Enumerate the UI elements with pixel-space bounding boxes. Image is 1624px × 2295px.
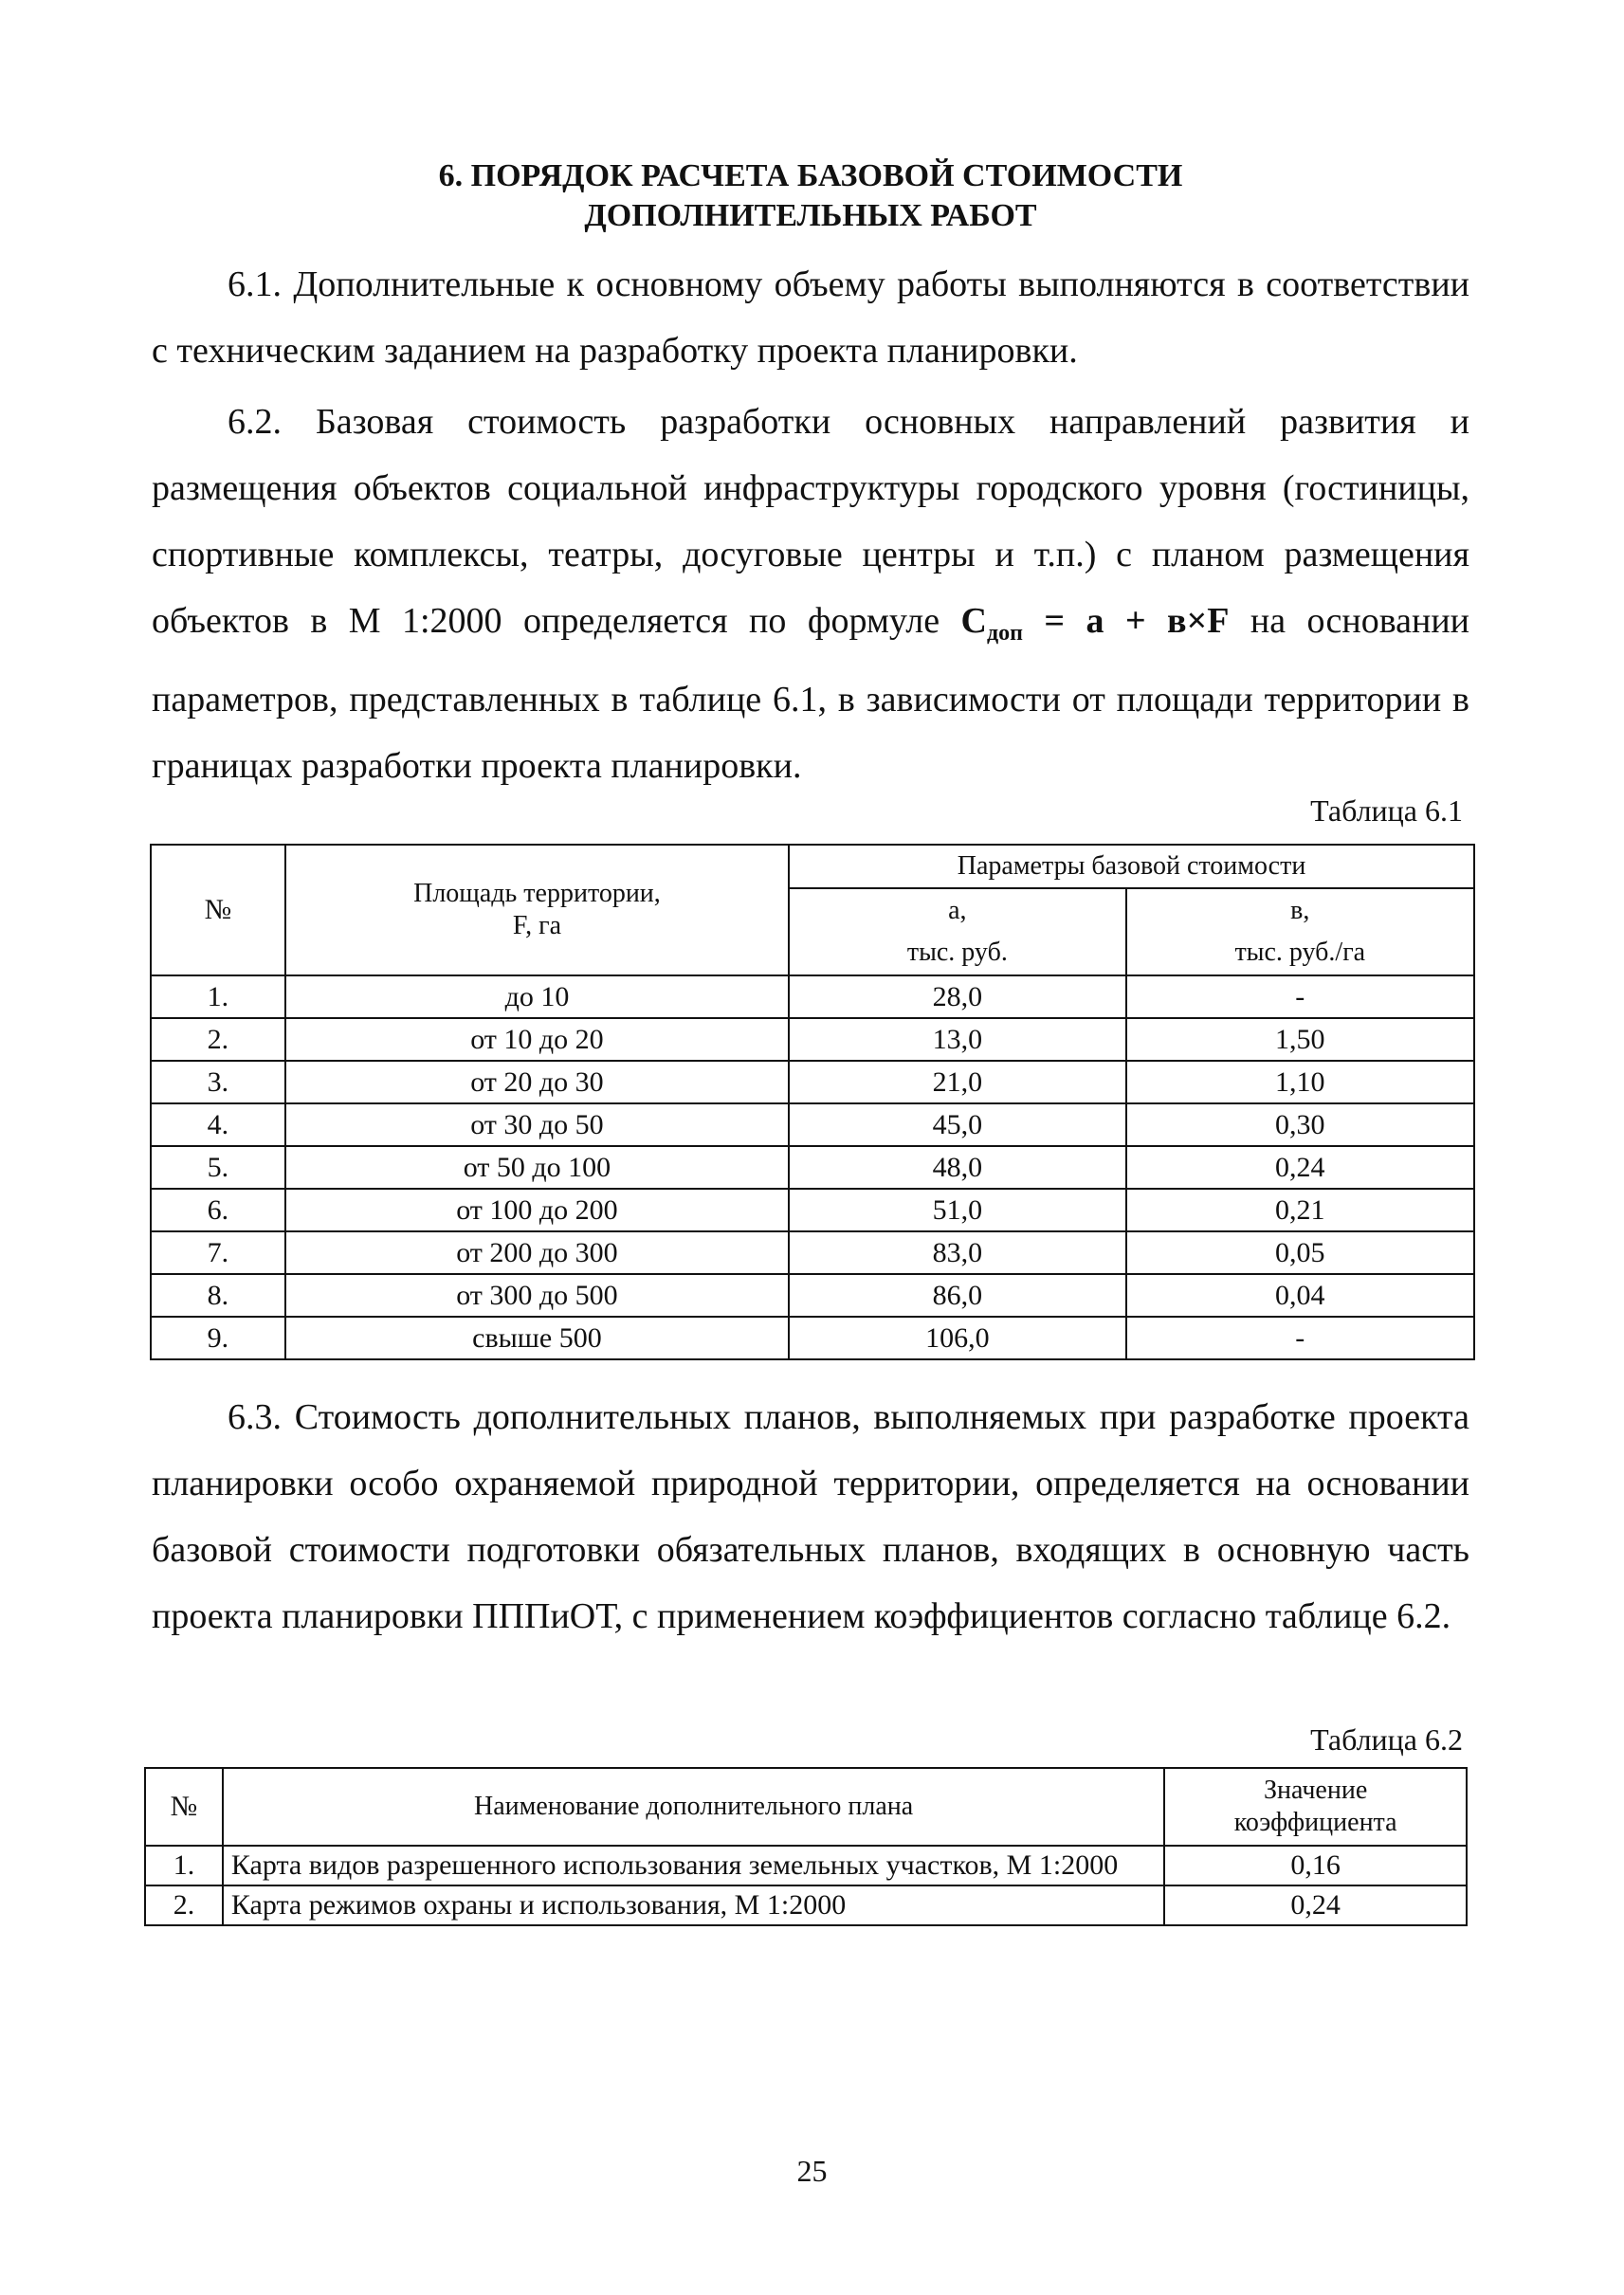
table-cell-num: 3. bbox=[151, 1061, 285, 1103]
table-6-1 bbox=[150, 844, 1475, 1360]
table-cell-b: 0,04 bbox=[1126, 1274, 1474, 1317]
table-6-1-head-area: Площадь территории, F, га bbox=[285, 845, 789, 975]
table-cell-b: 0,05 bbox=[1126, 1231, 1474, 1274]
table-row bbox=[151, 1231, 1474, 1274]
table-cell-num: 5. bbox=[151, 1146, 285, 1189]
paragraph-6-2-text-after: на основании параметров, представленных в таблице 6.1, в зависимости от площади территории в границах разработки проекта планировки. bbox=[152, 601, 1470, 786]
table-6-2-head-name: Наименование дополнительного плана bbox=[223, 1768, 1164, 1846]
table-row bbox=[151, 1146, 1474, 1189]
table-cell-area: до 10 bbox=[285, 975, 789, 1018]
table-cell-b: 0,30 bbox=[1126, 1103, 1474, 1146]
paragraph-6-2 bbox=[152, 389, 1469, 799]
table-cell-num: 7. bbox=[151, 1231, 285, 1274]
table-cell-num: 6. bbox=[151, 1189, 285, 1231]
table-cell-b: 1,10 bbox=[1126, 1061, 1474, 1103]
paragraph-6-1: 6.1. Дополнительные к основному объему работы выполняются в соответствии с техническим заданием на разработку проекта планировки. bbox=[152, 264, 1469, 371]
table-row bbox=[145, 1885, 1467, 1925]
table-cell-area: от 20 до 30 bbox=[285, 1061, 789, 1103]
table-cell-area: от 200 до 300 bbox=[285, 1231, 789, 1274]
table-cell-a: 86,0 bbox=[789, 1274, 1125, 1317]
table-cell-b: 0,21 bbox=[1126, 1189, 1474, 1231]
table-row bbox=[151, 1103, 1474, 1146]
table-cell-a: 48,0 bbox=[789, 1146, 1125, 1189]
table-6-1-head-num: № bbox=[151, 845, 285, 975]
table-cell-value: 0,16 bbox=[1164, 1846, 1467, 1885]
paragraph-6-3: 6.3. Стоимость дополнительных планов, выполняемых при разработке проекта планировки особо охраняемой природной территории, определяется на основании базовой стоимости подготовки обязательных планов, входящих в основную часть проекта планировки ПППиОТ, с применением коэффициентов согласно таблице 6.2. bbox=[152, 1397, 1469, 1636]
section-title-line1: 6. ПОРЯДОК РАСЧЕТА БАЗОВОЙ СТОИМОСТИ bbox=[438, 158, 1183, 193]
table-cell-value: 0,24 bbox=[1164, 1885, 1467, 1925]
formula: $С_{доп} = a + в\times F$ bbox=[960, 601, 1230, 646]
table-cell-name: Карта видов разрешенного использования земельных участков, М 1:2000 bbox=[223, 1846, 1164, 1885]
table-6-2-caption: Таблица 6.2 bbox=[1310, 1722, 1463, 1757]
table-cell-num: 8. bbox=[151, 1274, 285, 1317]
table-row bbox=[151, 1189, 1474, 1231]
table-row bbox=[145, 1846, 1467, 1885]
table-6-2-head-num: № bbox=[145, 1768, 223, 1846]
table-cell-area: от 30 до 50 bbox=[285, 1103, 789, 1146]
table-row bbox=[151, 975, 1474, 1018]
table-cell-a: 13,0 bbox=[789, 1018, 1125, 1061]
table-cell-num: 9. bbox=[151, 1317, 285, 1359]
paragraph-6-2-text: 6.2. Базовая стоимость разработки основных направлений развития и размещения объектов социальной инфраструктуры городского уровня (гостиницы, спортивные комплексы, театры, досуговые центры и т.п.) с планом размещения объектов в М 1:2000 определяется по формуле bbox=[152, 402, 1469, 641]
table-6-2-body bbox=[145, 1846, 1467, 1925]
table-6-1-body bbox=[151, 975, 1474, 1359]
section-title-line2: ДОПОЛНИТЕЛЬНЫХ РАБОТ bbox=[584, 198, 1037, 233]
table-cell-area: от 50 до 100 bbox=[285, 1146, 789, 1189]
table-cell-b: 0,24 bbox=[1126, 1146, 1474, 1189]
table-cell-b: 1,50 bbox=[1126, 1018, 1474, 1061]
table-6-2-head-value: Значение коэффициента bbox=[1164, 1768, 1467, 1846]
table-row bbox=[151, 1317, 1474, 1359]
table-cell-area: от 300 до 500 bbox=[285, 1274, 789, 1317]
table-cell-a: 83,0 bbox=[789, 1231, 1125, 1274]
table-cell-name: Карта режимов охраны и использования, М 1:2000 bbox=[223, 1885, 1164, 1925]
table-cell-a: 106,0 bbox=[789, 1317, 1125, 1359]
table-cell-area: от 10 до 20 bbox=[285, 1018, 789, 1061]
page-number: 25 bbox=[796, 2154, 828, 2188]
table-row bbox=[151, 1274, 1474, 1317]
table-6-1-head-params: Параметры базовой стоимости bbox=[789, 845, 1474, 888]
table-cell-a: 21,0 bbox=[789, 1061, 1125, 1103]
table-cell-a: 51,0 bbox=[789, 1189, 1125, 1231]
table-cell-b: - bbox=[1126, 1317, 1474, 1359]
table-row bbox=[151, 1018, 1474, 1061]
table-6-1-caption: Таблица 6.1 bbox=[1310, 793, 1463, 828]
table-cell-a: 28,0 bbox=[789, 975, 1125, 1018]
section-title bbox=[152, 156, 1469, 236]
table-cell-num: 2. bbox=[151, 1018, 285, 1061]
table-6-1-head-a: а, тыс. руб. bbox=[789, 888, 1125, 975]
table-row bbox=[151, 1061, 1474, 1103]
table-cell-area: свыше 500 bbox=[285, 1317, 789, 1359]
table-cell-num: 1. bbox=[145, 1846, 223, 1885]
table-cell-num: 4. bbox=[151, 1103, 285, 1146]
table-cell-b: - bbox=[1126, 975, 1474, 1018]
table-6-1-head-b: в, тыс. руб./га bbox=[1126, 888, 1474, 975]
table-cell-num: 1. bbox=[151, 975, 285, 1018]
table-cell-a: 45,0 bbox=[789, 1103, 1125, 1146]
table-6-2 bbox=[144, 1767, 1468, 1926]
table-cell-num: 2. bbox=[145, 1885, 223, 1925]
table-cell-area: от 100 до 200 bbox=[285, 1189, 789, 1231]
